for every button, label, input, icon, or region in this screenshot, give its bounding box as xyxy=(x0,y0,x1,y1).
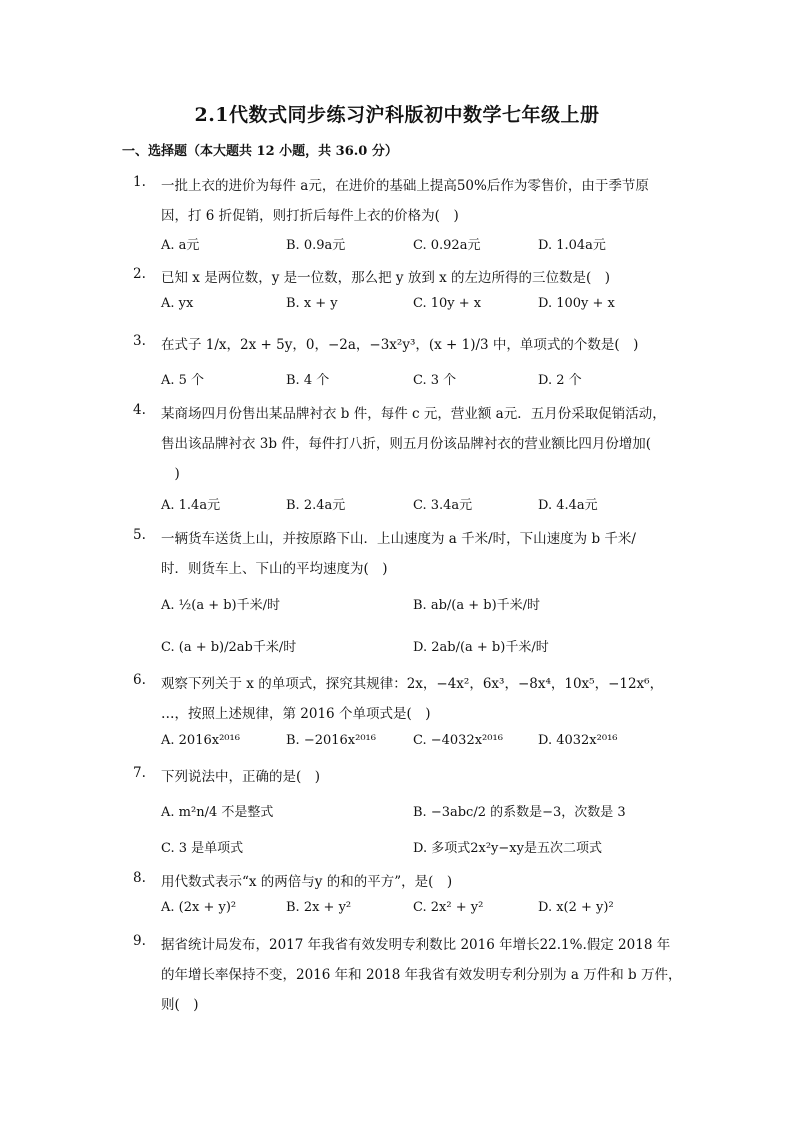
option-a: A. 2016x²⁰¹⁶ xyxy=(161,733,240,748)
option-c: C. 10y + x xyxy=(413,296,482,311)
option-a: A. 5 个 xyxy=(161,373,205,388)
option-d: D. 4032x²⁰¹⁶ xyxy=(538,733,618,748)
question-text-line: ) xyxy=(161,466,180,482)
question-text-line: 一辆货车送货上山，并按原路下山．上山速度为 a 千米/时，下山速度为 b 千米/ xyxy=(161,531,636,547)
option-d: D. 多项式2x²y−xy是五次二项式 xyxy=(413,841,602,856)
option-c: C. −4032x²⁰¹⁶ xyxy=(413,733,503,748)
question-number: 2. xyxy=(133,266,146,282)
option-c: C. 0.92a元 xyxy=(413,238,481,253)
question-text-line: 用代数式表示“x 的两倍与y 的和的平方”，是( ) xyxy=(161,874,453,890)
option-b: B. −2016x²⁰¹⁶ xyxy=(286,733,376,748)
option-c: C. 3.4a元 xyxy=(413,498,473,513)
option-c: C. 3 是单项式 xyxy=(161,841,244,856)
question-text-line: 在式子 1/x，2x + 5y，0，−2a，−3x²y³，(x + 1)/3 中，单项式的个数是( ) xyxy=(161,337,639,353)
question-text-line: 则( ) xyxy=(161,997,199,1013)
question-text-line: 因，打 6 折促销，则打折后每件上衣的价格为( ) xyxy=(161,208,459,224)
option-b: B. 2x + y² xyxy=(286,900,352,915)
question-number: 3. xyxy=(133,333,146,349)
option-b: B. −3abc/2 的系数是−3，次数是 3 xyxy=(413,805,626,820)
option-b: B. 4 个 xyxy=(286,373,330,388)
question-text-line: 的年增长率保持不变，2016 年和 2018 年我省有效发明专利分别为 a 万件和 b 万件， xyxy=(161,967,682,983)
option-a: A. m²n/4 不是整式 xyxy=(161,805,274,820)
question-text-line: 据省统计局发布，2017 年我省有效发明专利数比 2016 年增长22.1%.假定 2018 年 xyxy=(161,937,671,953)
option-a: A. (2x + y)² xyxy=(161,900,237,915)
option-a: A. a元 xyxy=(161,238,200,253)
question-text-line: 一批上衣的进价为每件 a元，在进价的基础上提高50%后作为零售价，由于季节原 xyxy=(161,178,649,194)
option-d: D. 1.04a元 xyxy=(538,238,606,253)
option-b: B. 2.4a元 xyxy=(286,498,346,513)
option-d: D. 4.4a元 xyxy=(538,498,598,513)
option-c: C. 2x² + y² xyxy=(413,900,484,915)
question-number: 7. xyxy=(133,765,146,781)
document-title: 2.1代数式同步练习沪科版初中数学七年级上册 xyxy=(194,104,600,126)
question-text-line: 某商场四月份售出某品牌衬衣 b 件，每件 c 元，营业额 a元．五月份采取促销活动， xyxy=(161,406,666,422)
option-b: B. ab/(a + b)千米/时 xyxy=(413,598,541,613)
option-a: A. ½(a + b)千米/时 xyxy=(161,598,281,613)
option-b: B. 0.9a元 xyxy=(286,238,346,253)
question-number: 6. xyxy=(133,672,146,688)
option-a: A. yx xyxy=(161,296,194,311)
question-text-line: 售出该品牌衬衣 3b 件，每件打八折，则五月份该品牌衬衣的营业额比四月份增加( xyxy=(161,436,652,452)
option-d: D. 2ab/(a + b)千米/时 xyxy=(413,640,549,655)
question-text-line: 观察下列关于 x 的单项式，探究其规律：2x，−4x²，6x³，−8x⁴，10x⁵，−12x⁶， xyxy=(161,676,664,692)
option-d: D. 100y + x xyxy=(538,296,615,311)
question-number: 8. xyxy=(133,870,146,886)
question-text-line: 时．则货车上、下山的平均速度为( ) xyxy=(161,561,388,577)
question-number: 1. xyxy=(133,174,146,190)
option-c: C. (a + b)/2ab千米/时 xyxy=(161,640,297,655)
question-number: 9. xyxy=(133,933,146,949)
option-a: A. 1.4a元 xyxy=(161,498,221,513)
option-d: D. 2 个 xyxy=(538,373,582,388)
question-number: 4. xyxy=(133,402,146,418)
option-d: D. x(2 + y)² xyxy=(538,900,614,915)
question-text-line: 下列说法中，正确的是( ) xyxy=(161,769,321,785)
question-number: 5. xyxy=(133,527,146,543)
question-text-line: …，按照上述规律，第 2016 个单项式是( ) xyxy=(161,706,431,722)
option-c: C. 3 个 xyxy=(413,373,457,388)
question-text-line: 已知 x 是两位数，y 是一位数，那么把 y 放到 x 的左边所得的三位数是( ) xyxy=(161,270,611,286)
section-heading: 一、选择题（本大题共 12 小题，共 36.0 分） xyxy=(122,144,398,159)
option-b: B. x + y xyxy=(286,296,338,311)
